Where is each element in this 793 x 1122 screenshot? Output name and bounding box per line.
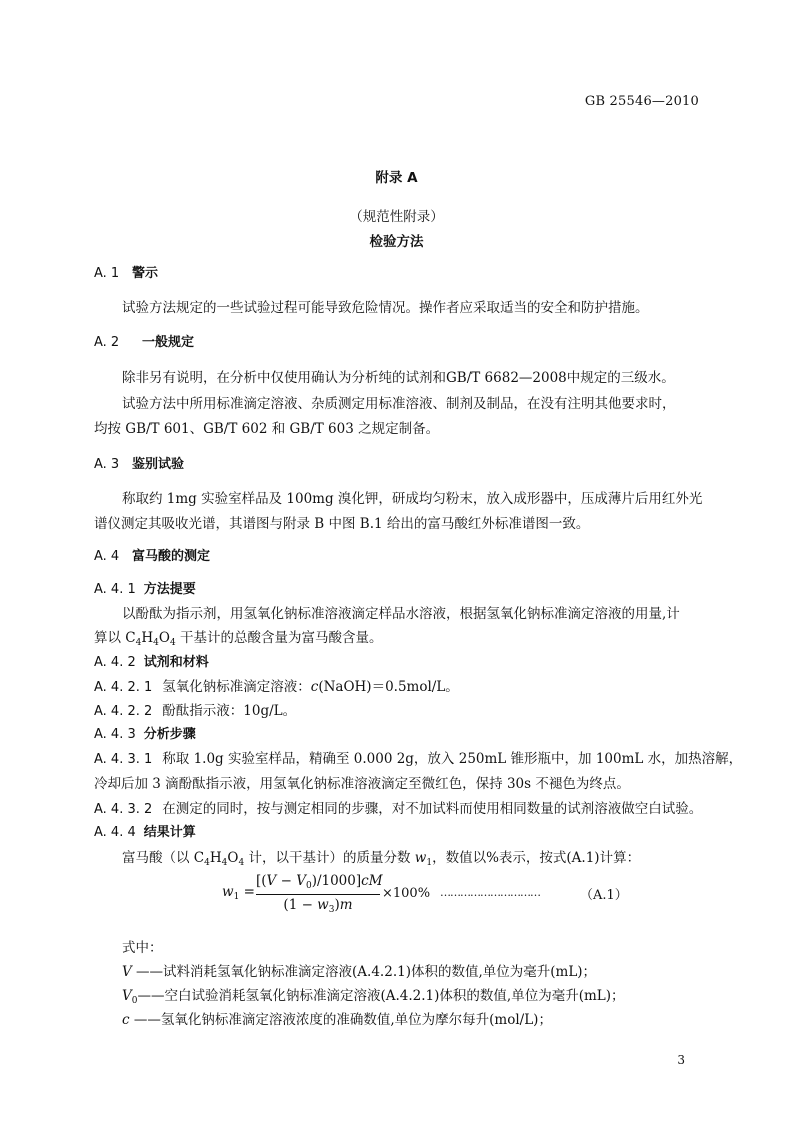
section-a431-item: A. 4. 3. 1 称取 1.0g 实验室样品，精确至 0.000 2g，放入 250mL 锥形瓶中，加 100mL 水，加热溶解，	[94, 751, 743, 767]
standard-number: GB 25546—2010	[584, 94, 699, 109]
section-a2-body-1: 除非另有说明，在分析中仅使用确认为分析纯的试剂和GB/T 6682—2008中规定的三级水。	[122, 370, 675, 386]
section-title: 结果计算	[143, 825, 196, 840]
section-a3-heading	[94, 453, 184, 472]
formula-times: ×100%	[382, 886, 431, 901]
section-number: A. 2	[94, 335, 120, 350]
where-intro: 式中：	[122, 940, 163, 956]
section-title: 分析步骤	[143, 727, 196, 742]
section-title: 试剂和材料	[143, 655, 209, 670]
item-number: A. 4. 2. 1	[94, 680, 153, 695]
item-number: A. 4. 2. 2	[94, 704, 153, 719]
section-a421-item: A. 4. 2. 1 氢氧化钠标准滴定溶液：c(NaOH)＝0.5mol/L。	[94, 679, 459, 695]
section-a4-heading	[94, 545, 210, 564]
section-a2-body-2a: 试验方法中所用标准滴定溶液、杂质测定用标准溶液、制剂及制品，在没有注明其他要求时，	[122, 396, 676, 412]
section-number: A. 1	[94, 266, 120, 281]
section-a1-heading	[94, 262, 158, 281]
section-a41-line-1: 以酚酞为指示剂，用氢氧化钠标准溶液滴定样品水溶液，根据氢氧化钠标准滴定溶液的用量,计	[122, 606, 680, 622]
appendix-name: 检验方法	[369, 234, 424, 250]
section-number: A. 4. 1	[94, 582, 136, 597]
section-a3-body-1: 称取约 1mg 实验室样品及 100mg 溴化钾，研成均匀粉末，放入成形器中，压成薄片后用红外光	[122, 491, 703, 507]
section-number: A. 4. 3	[94, 727, 136, 742]
formula-label: （A.1）	[580, 888, 628, 903]
section-a42-heading	[94, 651, 209, 670]
appendix-type: （规范性附录）	[349, 209, 444, 225]
section-a2-heading	[94, 331, 194, 350]
section-title: 富马酸的测定	[132, 549, 211, 564]
section-a43-heading	[94, 723, 196, 742]
section-a422-item: A. 4. 2. 2 酚酞指示液：10g/L。	[94, 703, 297, 719]
formula-denominator: $(1 - w_3)m$	[283, 897, 353, 915]
section-a41-heading	[94, 578, 196, 597]
section-title: 方法提要	[143, 582, 196, 597]
section-number: A. 4. 4	[94, 825, 136, 840]
where-v0: $V_0——$空白试验消耗氢氧化钠标准滴定溶液(A.4.2.1)体积的数值,单位为毫升(mL)；	[122, 988, 625, 1006]
page-number: 3	[677, 1053, 685, 1067]
section-title: 鉴别试验	[132, 457, 185, 472]
section-number: A. 3	[94, 457, 120, 472]
section-number: A. 4	[94, 549, 120, 564]
section-a1-body: 试验方法规定的一些试验过程可能导致危险情况。操作者应采取适当的安全和防护措施。	[122, 300, 649, 316]
appendix-title: 附录 A	[375, 170, 418, 186]
section-a432-item: A. 4. 3. 2 在测定的同时，按与测定相同的步骤，对不加试料而使用相同数量的试剂溶液做空白试验。	[94, 801, 703, 817]
section-title: 一般规定	[142, 335, 195, 350]
fraction-bar	[256, 894, 380, 895]
formula-numerator: $[(V - V_0)/1000]cM$	[256, 873, 383, 891]
item-number: A. 4. 3. 1	[94, 752, 153, 767]
where-c: c ——氢氧化钠标准滴定溶液浓度的准确数值,单位为摩尔每升(mol/L)；	[122, 1012, 552, 1028]
formula-lhs: $w_1$ =	[222, 884, 255, 902]
section-a3-body-2: 谱仪测定其吸收光谱，其谱图与附录 B 中图 B.1 给出的富马酸红外标准谱图一致。	[94, 516, 590, 532]
section-a41-line-2: 算以 $C_4H_4O_4$ 干基计的总酸含量为富马酸含量。	[94, 630, 383, 648]
section-a44-heading	[94, 821, 196, 840]
section-a431-item-cont: 冷却后加 3 滴酚酞指示液，用氢氧化钠标准溶液滴定至微红色，保持 30s 不褪色为终点。	[94, 776, 630, 792]
section-number: A. 4. 2	[94, 655, 136, 670]
formula-leader: …………………………	[440, 886, 540, 899]
where-v: V ——试料消耗氢氧化钠标准滴定溶液(A.4.2.1)体积的数值,单位为毫升(mL)；	[122, 964, 597, 980]
item-number: A. 4. 3. 2	[94, 802, 153, 817]
section-a2-body-2b: 均按 GB/T 601、GB/T 602 和 GB/T 603 之规定制备。	[94, 421, 440, 437]
section-a44-intro: 富马酸（以 $C_4H_4O_4$ 计，以干基计）的质量分数 $w_1$，数值以%表示，按式(A.1)计算：	[122, 850, 641, 868]
formula-fraction	[256, 873, 383, 917]
section-title: 警示	[132, 266, 159, 281]
